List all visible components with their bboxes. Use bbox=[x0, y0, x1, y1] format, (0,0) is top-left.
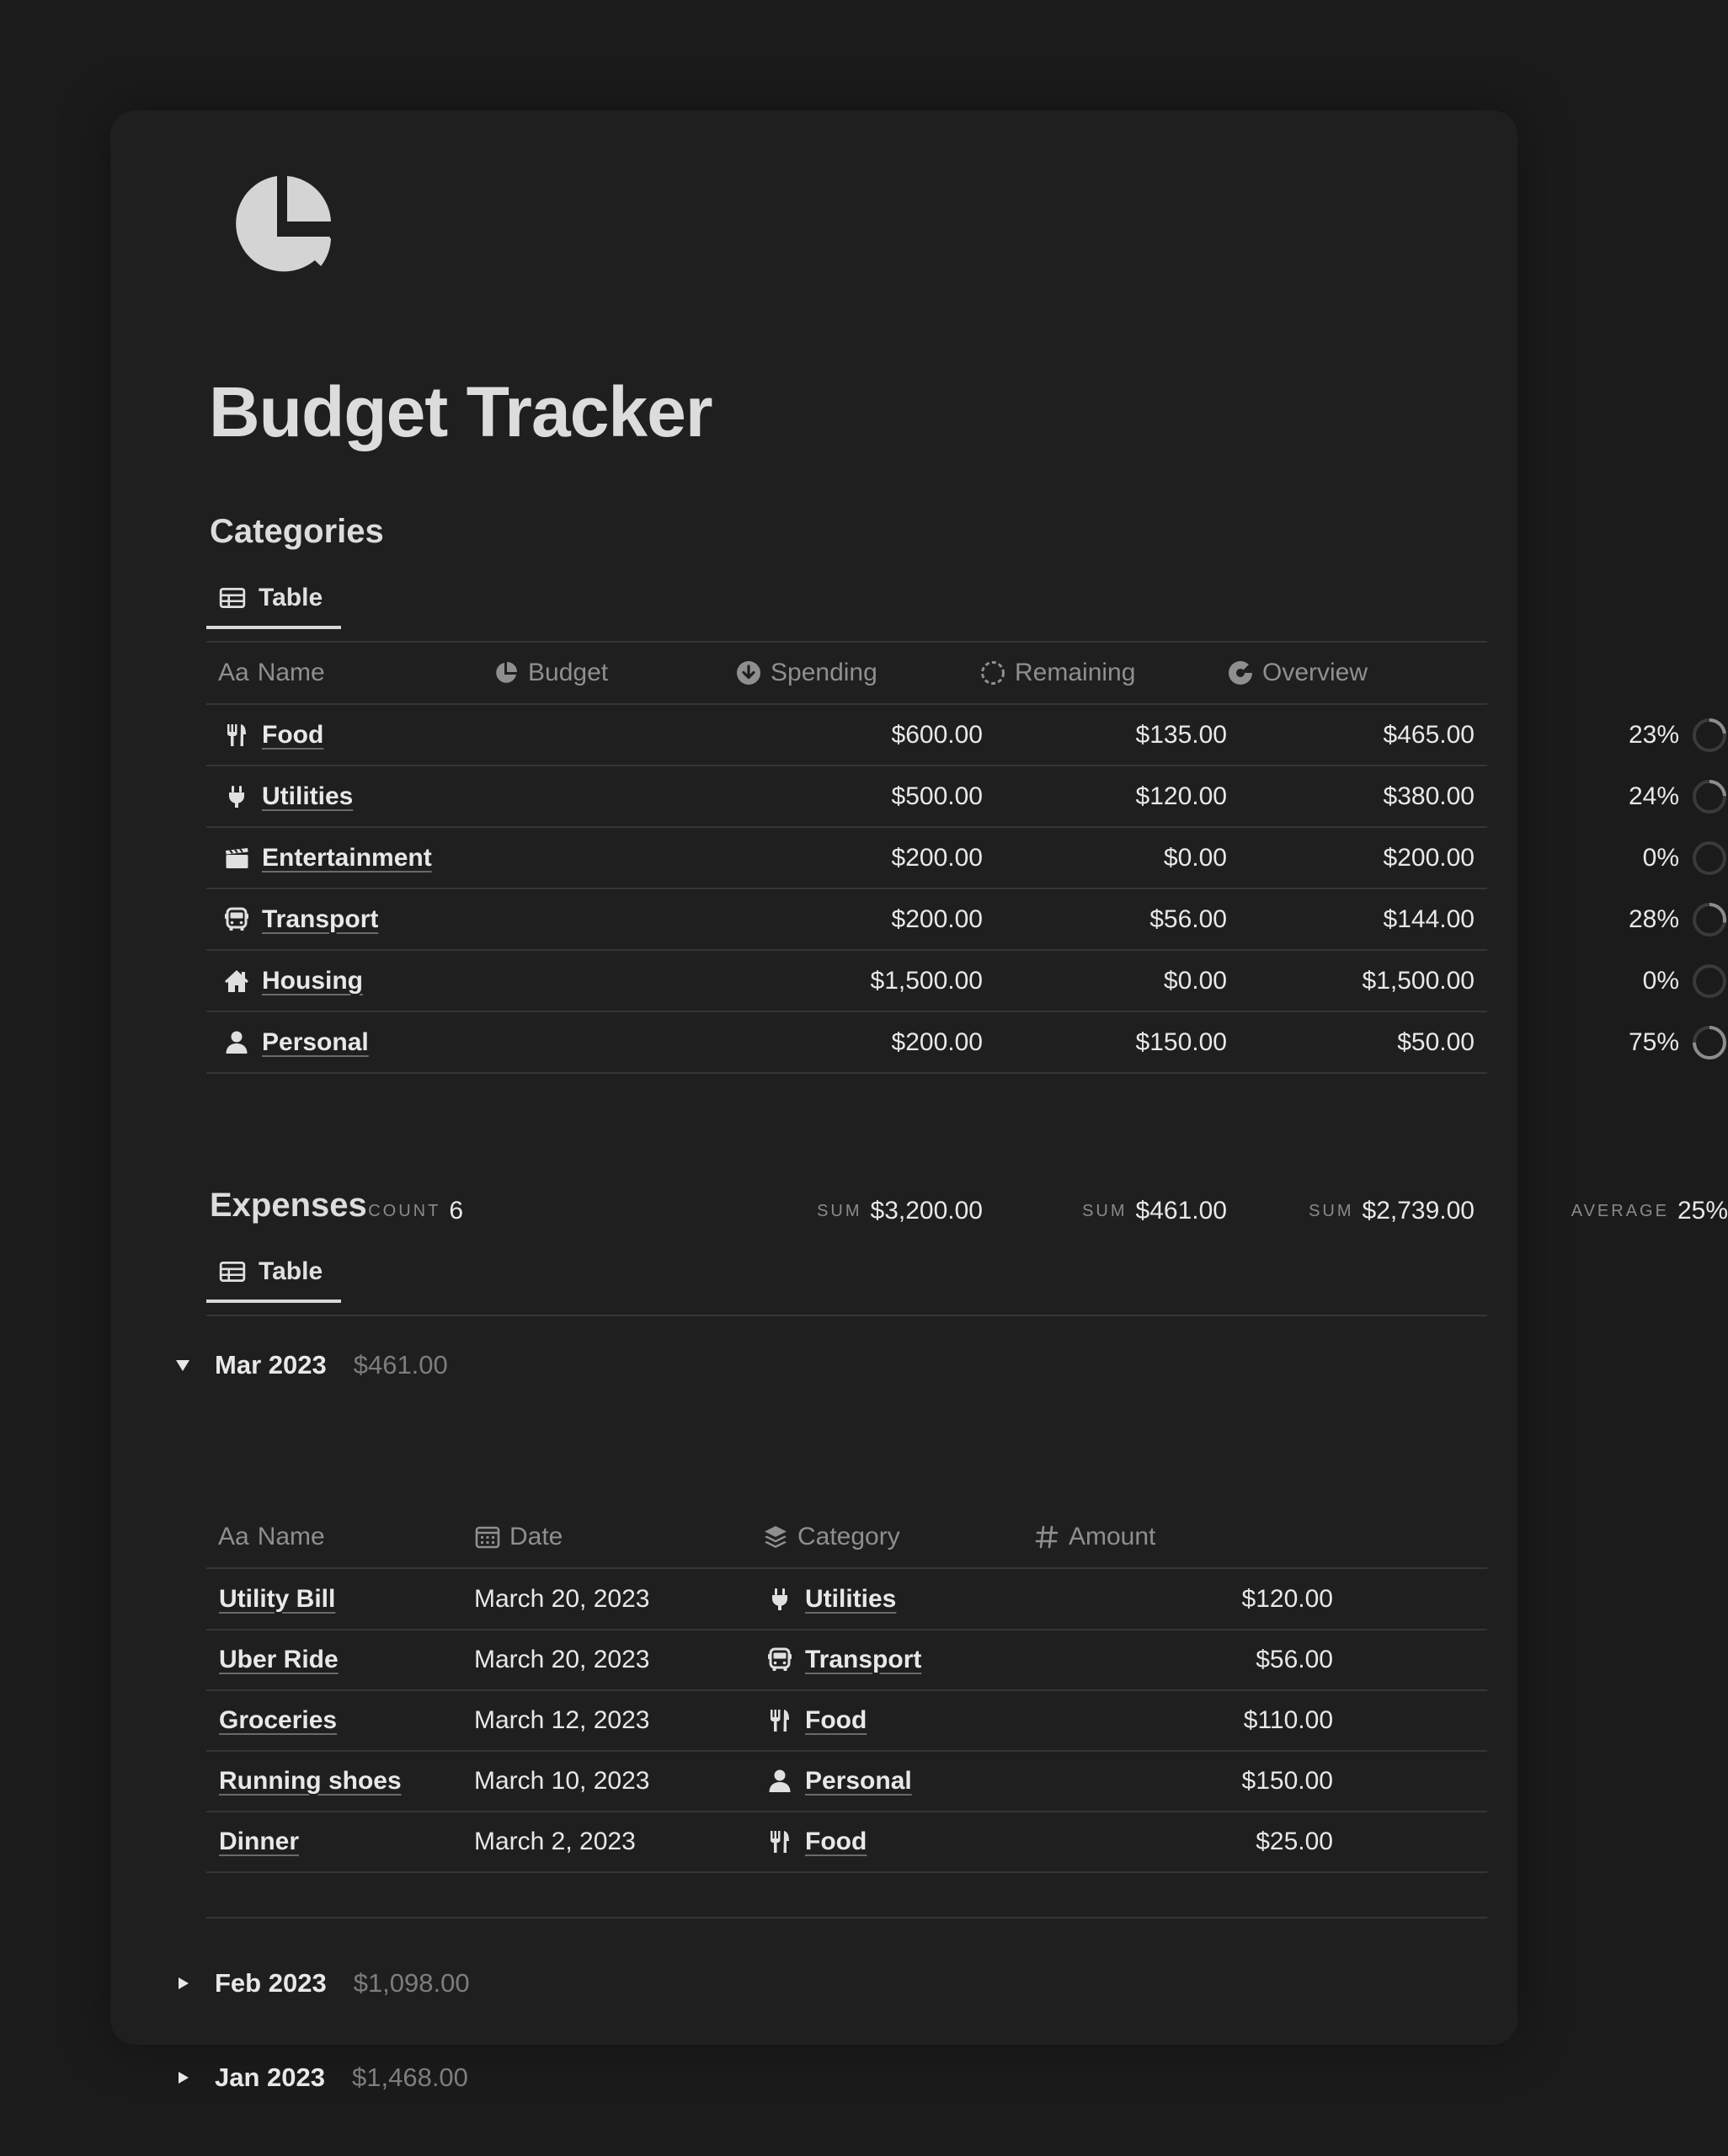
expense-category[interactable]: Food bbox=[805, 1705, 867, 1734]
expense-category[interactable]: Utilities bbox=[805, 1584, 897, 1613]
expense-row[interactable] bbox=[206, 1751, 1487, 1812]
category-name[interactable]: Personal bbox=[262, 1027, 369, 1056]
expense-category-cell[interactable] bbox=[766, 1751, 912, 1811]
categories-heading: Categories bbox=[210, 513, 384, 550]
category-row[interactable] bbox=[206, 889, 1679, 951]
table-icon bbox=[218, 584, 247, 612]
col-header-amount[interactable] bbox=[1033, 1507, 1155, 1567]
page-card bbox=[110, 110, 1728, 2092]
group-toggle-feb-2023[interactable]: Feb 2023 $1,098.00 bbox=[173, 1958, 470, 2009]
col-header-budget[interactable] bbox=[493, 643, 608, 703]
group-toggle-jan-2023[interactable]: Jan 2023 $1,468.00 bbox=[173, 2052, 468, 2103]
expense-amount: $56.00 bbox=[1256, 1645, 1333, 1673]
spending-value: $135.00 bbox=[1135, 720, 1227, 749]
table-icon bbox=[218, 1257, 247, 1286]
categories-view-tab-table[interactable] bbox=[206, 570, 341, 629]
category-name-cell[interactable] bbox=[223, 828, 432, 888]
budget-value: $1,500.00 bbox=[870, 966, 983, 995]
progress-ring-icon bbox=[1227, 659, 1254, 686]
category-name-cell[interactable] bbox=[223, 705, 323, 765]
overview-percent: 23% bbox=[1628, 720, 1679, 749]
expense-name-cell[interactable] bbox=[219, 1569, 335, 1629]
remaining-value: $50.00 bbox=[1397, 1027, 1475, 1056]
col-header-spending-label: Spending bbox=[771, 659, 877, 686]
calc-remaining-sum[interactable]: SUM $2,739.00 bbox=[1309, 1197, 1475, 1225]
categories-table-header bbox=[206, 643, 1487, 705]
number-hash-icon bbox=[1033, 1524, 1060, 1550]
col-header-name[interactable] bbox=[218, 643, 325, 703]
plug-icon bbox=[766, 1586, 793, 1613]
expense-category-cell[interactable] bbox=[766, 1690, 867, 1750]
category-name-cell[interactable] bbox=[223, 951, 363, 1011]
category-name[interactable]: Housing bbox=[262, 966, 363, 995]
expense-amount: $25.00 bbox=[1256, 1827, 1333, 1855]
expense-name[interactable]: Running shoes bbox=[219, 1766, 402, 1795]
expenses-view-tab-label: Table bbox=[259, 1257, 323, 1285]
expense-category[interactable]: Food bbox=[805, 1827, 867, 1855]
fork-knife-icon bbox=[223, 722, 250, 749]
col-header-overview[interactable] bbox=[1227, 643, 1368, 703]
expense-date: March 12, 2023 bbox=[474, 1705, 650, 1734]
expense-name[interactable]: Dinner bbox=[219, 1827, 300, 1855]
expense-row[interactable] bbox=[206, 1690, 1487, 1752]
expense-category-cell[interactable] bbox=[766, 1630, 921, 1689]
expense-row[interactable] bbox=[206, 1569, 1487, 1630]
expense-category[interactable]: Transport bbox=[805, 1645, 922, 1673]
col-header-name[interactable] bbox=[218, 1507, 325, 1567]
expense-category-cell[interactable] bbox=[766, 1569, 896, 1629]
progress-ring bbox=[1691, 717, 1728, 754]
col-header-name-label: Name bbox=[257, 659, 325, 686]
budget-value: $600.00 bbox=[891, 720, 983, 749]
triangle-down-icon bbox=[173, 1355, 193, 1375]
category-name[interactable]: Transport bbox=[262, 905, 379, 933]
expense-name-cell[interactable] bbox=[219, 1751, 402, 1811]
budget-value: $200.00 bbox=[891, 843, 983, 872]
expense-name-cell[interactable] bbox=[219, 1630, 339, 1689]
expenses-table-header bbox=[206, 1507, 1487, 1569]
expenses-tab-divider bbox=[206, 1315, 1487, 1316]
category-name-cell[interactable] bbox=[223, 889, 378, 949]
spending-value: $56.00 bbox=[1149, 905, 1227, 933]
col-header-category[interactable] bbox=[762, 1507, 900, 1567]
group-toggle-mar-2023[interactable]: Mar 2023 $461.00 bbox=[173, 1340, 448, 1390]
clapperboard-icon bbox=[223, 845, 250, 872]
overview-percent: 75% bbox=[1628, 1027, 1679, 1056]
spending-value: $150.00 bbox=[1135, 1027, 1227, 1056]
expense-name[interactable]: Groceries bbox=[219, 1705, 338, 1734]
text-type-icon: Aa bbox=[218, 1523, 249, 1550]
col-header-date-label: Date bbox=[509, 1523, 563, 1550]
remaining-value: $144.00 bbox=[1383, 905, 1475, 933]
house-icon bbox=[223, 968, 250, 995]
calc-budget-sum[interactable]: SUM $3,200.00 bbox=[817, 1197, 983, 1225]
progress-ring bbox=[1691, 1024, 1728, 1061]
overview-percent: 0% bbox=[1642, 966, 1679, 995]
person-icon bbox=[223, 1029, 250, 1056]
overview-cell bbox=[1217, 951, 1728, 1011]
text-type-icon: Aa bbox=[218, 659, 249, 686]
categories-calculation-row bbox=[206, 1182, 1728, 1241]
expense-name[interactable]: Utility Bill bbox=[219, 1584, 336, 1613]
expense-category[interactable]: Personal bbox=[805, 1766, 912, 1795]
expense-row[interactable] bbox=[206, 1812, 1487, 1873]
expense-date: March 20, 2023 bbox=[474, 1645, 650, 1673]
col-header-remaining-label: Remaining bbox=[1015, 659, 1136, 686]
category-row[interactable] bbox=[206, 705, 1679, 766]
col-header-budget-label: Budget bbox=[528, 659, 609, 686]
overview-percent: 24% bbox=[1628, 782, 1679, 810]
expenses-heading: Expenses bbox=[210, 1187, 367, 1224]
col-header-spending[interactable] bbox=[735, 643, 877, 703]
spending-value: $120.00 bbox=[1135, 782, 1227, 810]
progress-ring bbox=[1691, 963, 1728, 1000]
category-name[interactable]: Food bbox=[262, 720, 324, 749]
expenses-view-tab-table[interactable] bbox=[206, 1244, 341, 1303]
category-name[interactable]: Entertainment bbox=[262, 843, 432, 872]
overview-cell bbox=[1217, 766, 1728, 826]
progress-ring bbox=[1691, 901, 1728, 938]
col-header-name-label: Name bbox=[257, 1523, 325, 1550]
category-row[interactable] bbox=[206, 828, 1679, 889]
spending-value: $0.00 bbox=[1163, 966, 1227, 995]
calc-count[interactable]: COUNT 6 bbox=[368, 1197, 463, 1225]
bus-icon bbox=[223, 906, 250, 933]
calc-overview-average[interactable]: AVERAGE 25% bbox=[1571, 1197, 1728, 1225]
bus-icon bbox=[766, 1646, 793, 1673]
expense-name[interactable]: Uber Ride bbox=[219, 1645, 339, 1673]
arrow-down-circle-icon bbox=[735, 659, 762, 686]
expense-name-cell[interactable] bbox=[219, 1690, 337, 1750]
remaining-value: $1,500.00 bbox=[1362, 966, 1475, 995]
overview-percent: 0% bbox=[1642, 843, 1679, 872]
expense-name-cell[interactable] bbox=[219, 1812, 299, 1871]
pie-chart-icon bbox=[493, 659, 520, 686]
col-header-remaining[interactable] bbox=[979, 643, 1135, 703]
category-name-cell[interactable] bbox=[223, 1012, 369, 1072]
category-row[interactable] bbox=[206, 766, 1679, 828]
overview-cell bbox=[1217, 828, 1728, 888]
calendar-icon bbox=[474, 1524, 501, 1550]
category-name-cell[interactable] bbox=[223, 766, 353, 826]
budget-value: $200.00 bbox=[891, 1027, 983, 1056]
budget-value: $500.00 bbox=[891, 782, 983, 810]
triangle-right-icon bbox=[173, 2068, 193, 2088]
page-title: Budget Tracker bbox=[209, 372, 712, 451]
expense-date: March 20, 2023 bbox=[474, 1584, 650, 1613]
expense-date: March 10, 2023 bbox=[474, 1766, 650, 1795]
spending-value: $0.00 bbox=[1163, 843, 1227, 872]
progress-ring bbox=[1691, 778, 1728, 815]
expense-amount: $120.00 bbox=[1241, 1584, 1333, 1613]
fork-knife-icon bbox=[766, 1828, 793, 1855]
plug-icon bbox=[223, 783, 250, 810]
overview-percent: 28% bbox=[1628, 905, 1679, 933]
category-row[interactable] bbox=[206, 951, 1679, 1012]
expense-row[interactable] bbox=[206, 1630, 1487, 1691]
col-header-date[interactable] bbox=[474, 1507, 563, 1567]
expense-date: March 2, 2023 bbox=[474, 1827, 636, 1855]
expense-amount: $110.00 bbox=[1243, 1705, 1333, 1734]
budget-value: $200.00 bbox=[891, 905, 983, 933]
dashed-circle-icon bbox=[979, 659, 1006, 686]
relation-stack-icon bbox=[762, 1524, 789, 1550]
overview-cell bbox=[1217, 705, 1728, 765]
col-header-category-label: Category bbox=[797, 1523, 900, 1550]
overview-cell bbox=[1217, 889, 1728, 949]
category-row[interactable] bbox=[206, 1012, 1679, 1074]
calc-spending-sum[interactable]: SUM $461.00 bbox=[1082, 1197, 1227, 1225]
remaining-value: $465.00 bbox=[1383, 720, 1475, 749]
expense-category-cell[interactable] bbox=[766, 1812, 867, 1871]
overview-cell bbox=[1217, 1012, 1728, 1072]
pie-chart-icon bbox=[228, 169, 338, 279]
triangle-right-icon bbox=[173, 1973, 193, 1993]
remaining-value: $200.00 bbox=[1383, 843, 1475, 872]
fork-knife-icon bbox=[766, 1707, 793, 1734]
categories-view-tab-label: Table bbox=[259, 584, 323, 611]
expense-amount: $150.00 bbox=[1241, 1766, 1333, 1795]
category-name[interactable]: Utilities bbox=[262, 782, 354, 810]
remaining-value: $380.00 bbox=[1383, 782, 1475, 810]
col-header-overview-label: Overview bbox=[1262, 659, 1368, 686]
col-header-amount-label: Amount bbox=[1069, 1523, 1156, 1550]
person-icon bbox=[766, 1768, 793, 1795]
progress-ring bbox=[1691, 840, 1728, 877]
